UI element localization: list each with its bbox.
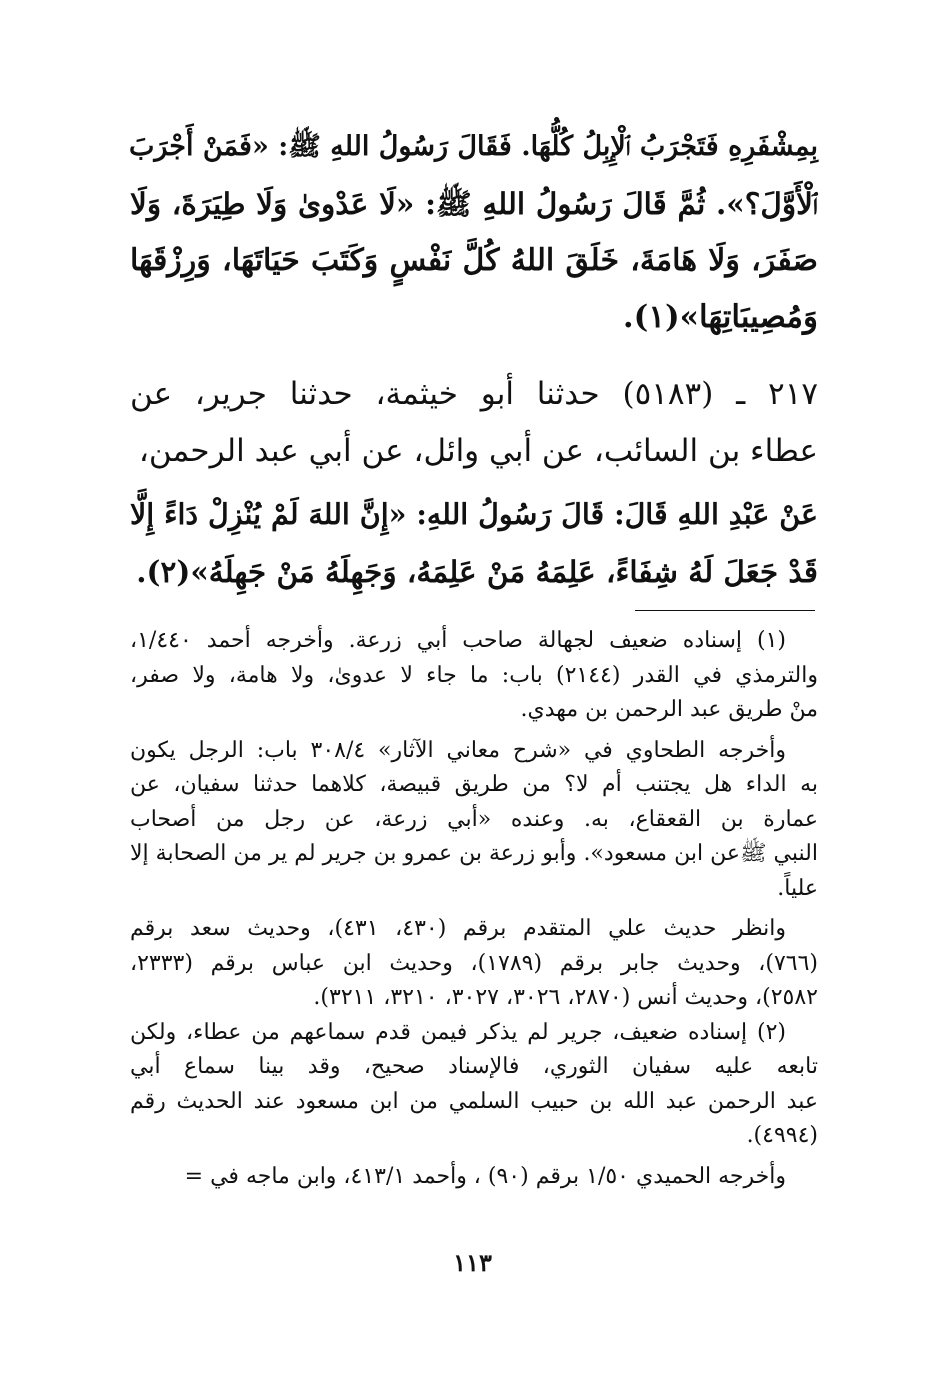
footnote-line: (١) إسناده ضعيف لجهالة صاحب أبي زرعة. وأخرجه أحمد ١/٤٤٠،	[130, 628, 786, 653]
page-number: ١١٣	[453, 1248, 492, 1277]
footnote-divider	[635, 610, 815, 611]
footnote-line: وأخرجه الحميدي ١/٥٠ برقم (٩٠) ، وأحمد ٤١٣/١، وابن ماجه في =	[184, 1163, 786, 1189]
footnote-2-humaidi-paragraph	[130, 1160, 818, 1195]
footnote-line: وأخرجه الطحاوي في «شرح معاني الآثار» ٣٠٨/٤ باب: الرجل يكون	[130, 737, 787, 763]
footnote-line: وانظر حديث علي المتقدم برقم (٤٣٠، ٤٣١)، وحديث سعد برقم	[130, 916, 786, 941]
footnote-line: تابعه عليه سفيان الثوري، فالإسناد صحيح، وقد بينا سماع أبي	[130, 1054, 818, 1079]
isnad-line: عطاء بن السائب، عن أبي وائل، عن أبي عبد الرحمن،	[138, 433, 818, 469]
footnote-line: والترمذي في القدر (٢١٤٤) باب: ما جاء لا عدوىٰ، ولا هامة، ولا صفر،	[130, 662, 818, 688]
footnote-line: علياً.	[777, 875, 818, 901]
main-text-line: ٱلْأَوَّلَ؟». ثُمَّ قَالَ رَسُولُ اللهِ ﷺ: «لَا عَدْوىٰ وَلَا طِيَرَةَ، وَلَا	[130, 186, 818, 221]
footnote-line: (٤٩٩٤).	[746, 1123, 818, 1148]
footnote-line: ٢٥٨٢)، وحديث أنس (٢٨٧٠، ٣٠٢٦، ٣٠٢٧، ٣٢١٠، ٣٢١١).	[313, 985, 818, 1010]
main-text	[130, 118, 818, 600]
footnote-line: به الداء هل يجتنب أم لا؟ من طريق قبيصة، كلاهما حدثنا سفيان، عن	[130, 772, 818, 797]
footnote-1-tahawi-paragraph	[130, 734, 818, 907]
main-text-line: وَمُصِيبَاتِهَا»(١).	[622, 299, 818, 335]
main-text-line: بِمِشْفَرِهِ فَتَجْرَبُ ٱلْإِبِلُ كُلُّهَا. فَقَالَ رَسُولُ اللهِ ﷺ: «فَمَنْ أَجْرَبَ	[128, 131, 818, 162]
matn-line: عَنْ عَبْدِ اللهِ قَالَ: قَالَ رَسُولُ اللهِ: «إِنَّ اللهَ لَمْ يُنْزِلْ دَاءً إِلَّا	[130, 497, 818, 531]
hadith-217-matn	[130, 486, 818, 600]
footnote-line: عمارة بن القعقاع، به. وعنده «أبي زرعة، عن رجل من أصحاب	[130, 806, 818, 832]
hadith-continuation-paragraph	[130, 118, 818, 346]
matn-line: قَدْ جَعَلَ لَهُ شِفَاءً، عَلِمَهُ مَنْ عَلِمَهُ، وَجَهِلَهُ مَنْ جَهِلَهُ»(٢).	[136, 554, 818, 589]
footnote-line: (٢) إسناده ضعيف، جرير لم يذكر فيمن قدم سماعهم من عطاء، ولكن	[130, 1019, 786, 1045]
footnote-1-paragraph	[130, 624, 818, 728]
footnote-line: منْ طريق عبد الرحمن بن مهدي.	[520, 697, 818, 722]
hadith-217-isnad	[130, 366, 818, 480]
main-text-line: صَفَرَ، وَلَا هَامَةَ، خَلَقَ اللهُ كُلَّ نَفْسٍ وَكَتَبَ حَيَاتَهَا، وَرِزْقَهَا	[130, 243, 818, 278]
footnote-line: (٧٦٦)، وحديث جابر برقم (١٧٨٩)، وحديث ابن عباس برقم (٢٣٣٣،	[130, 950, 818, 976]
footnote-line: النبي ﷺعن ابن مسعود». وأبو زرعة بن عمرو بن جرير لم ير من الصحابة إلا	[130, 841, 818, 866]
isnad-line: ٢١٧ ـ (٥١٨٣) حدثنا أبو خيثمة، حدثنا جرير، عن	[130, 376, 818, 412]
footnote-1-references-paragraph	[130, 912, 818, 1016]
footnote-2-paragraph	[130, 1016, 818, 1154]
footnotes	[130, 624, 818, 1194]
footnote-line: عبد الرحمن عبد الله بن حبيب السلمي من ابن مسعود عند الحديث رقم	[130, 1088, 818, 1114]
